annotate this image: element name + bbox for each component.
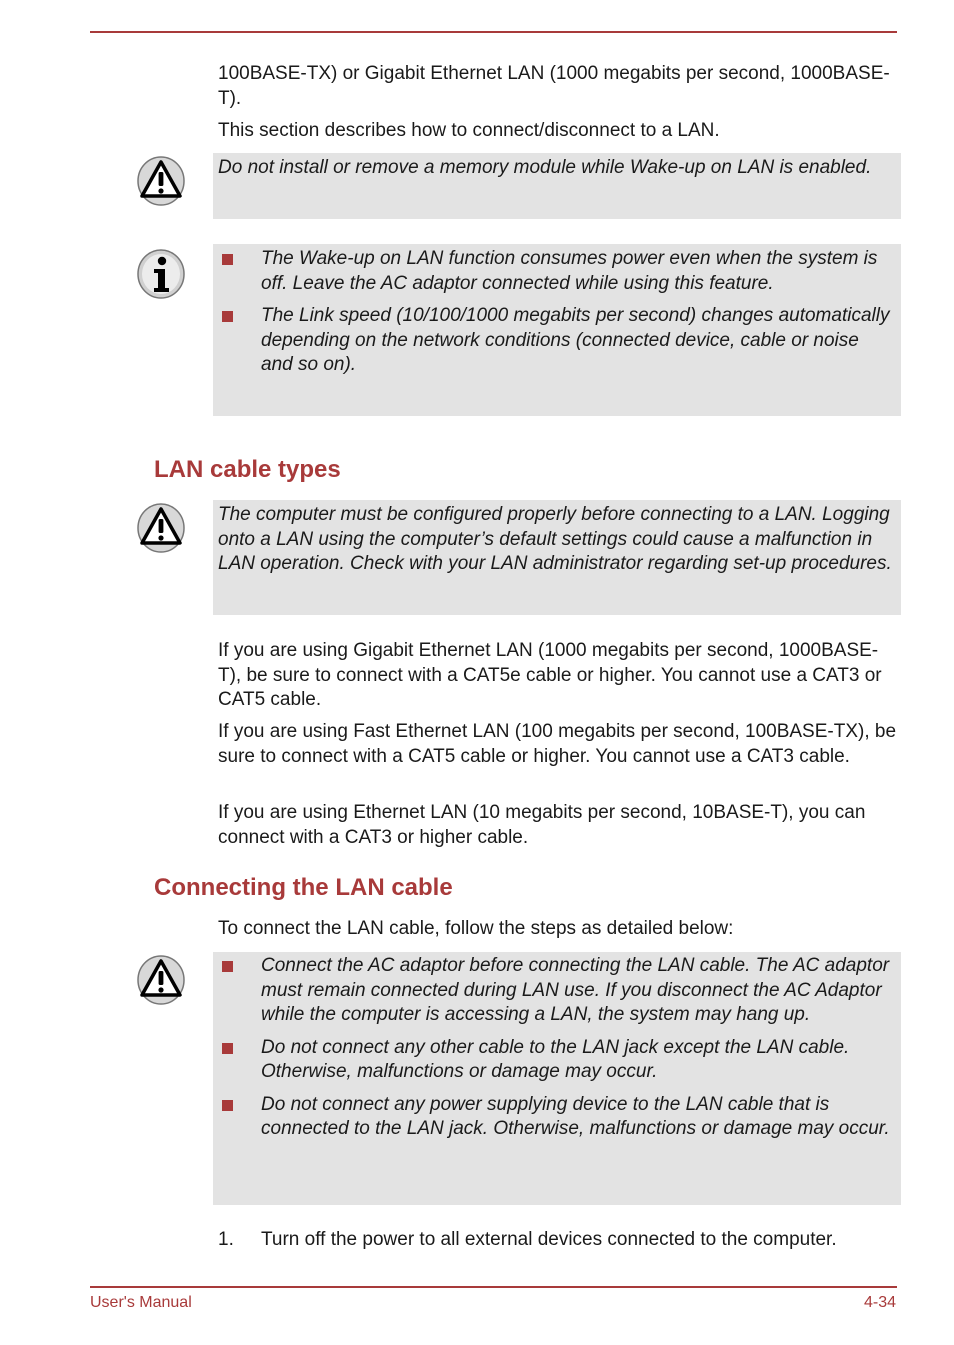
footer-manual-title: User's Manual: [90, 1294, 192, 1311]
step-number: 1.: [218, 1229, 234, 1250]
section-heading-connecting: Connecting the LAN cable: [154, 874, 453, 901]
caution-note-wake-on-lan: [213, 153, 901, 219]
bullet-square-icon: [222, 1043, 233, 1054]
paragraph-ethernet: If you are using Ethernet LAN (10 megabits per second, 10BASE-T), you can connect with a CAT3 or higher cable.: [218, 802, 866, 848]
caution-text: The computer must be configured properly before connecting to a LAN. Logging onto a LAN using the computer’s default settings could cause a malfunction in LAN operation. Check with your LAN administrator regarding set-up procedures.: [218, 504, 892, 574]
bullet-square-icon: [222, 1100, 233, 1111]
footer-rule: [90, 1286, 897, 1288]
paragraph-gigabit: If you are using Gigabit Ethernet LAN (1000 megabits per second, 1000BASE-T), be sure to connect with a CAT5e cable or higher. You cannot use a CAT3 or CAT5 cable.: [218, 640, 882, 710]
intro-paragraph-1: 100BASE-TX) or Gigabit Ethernet LAN (1000 megabits per second, 1000BASE-T).: [218, 63, 890, 109]
list-item: Do not connect any power supplying device to the LAN cable that is connected to the LAN jack. Otherwise, malfunctions or damage may occur.: [218, 1093, 895, 1142]
list-item: The Wake-up on LAN function consumes power even when the system is off. Leave the AC adaptor connected while using this feature.: [218, 247, 895, 296]
step-text: Turn off the power to all external devices connected to the computer.: [261, 1229, 837, 1250]
caution-note-configuration: [213, 500, 901, 615]
list-item: The Link speed (10/100/1000 megabits per second) changes automatically depending on the network conditions (connected device, cable or noise and so on).: [218, 304, 895, 378]
intro-paragraph-2: This section describes how to connect/disconnect to a LAN.: [218, 120, 720, 141]
list-item: Do not connect any other cable to the LAN jack except the LAN cable. Otherwise, malfunctions or damage may occur.: [218, 1036, 895, 1085]
header-rule: [90, 31, 897, 33]
caution-text: Do not install or remove a memory module while Wake-up on LAN is enabled.: [218, 157, 872, 178]
paragraph-fast-ethernet: If you are using Fast Ethernet LAN (100 megabits per second, 100BASE-TX), be sure to connect with a CAT5 cable or higher. You cannot use a CAT3 cable.: [218, 721, 897, 767]
section-heading-lan-cable-types: LAN cable types: [154, 456, 341, 483]
list-item: Connect the AC adaptor before connecting the LAN cable. The AC adaptor must remain connected during LAN use. If you disconnect the AC Adaptor while the computer is accessing a LAN, the system may hang up.: [218, 954, 895, 1028]
warning-triangle-icon: [136, 155, 186, 207]
warning-triangle-icon: [136, 954, 186, 1006]
caution-note-connecting: [213, 952, 901, 1205]
bullet-square-icon: [222, 311, 233, 322]
bullet-square-icon: [222, 254, 233, 265]
info-icon: [136, 248, 186, 300]
warning-triangle-icon: [136, 502, 186, 554]
footer-page-number: 4-34: [863, 1294, 896, 1311]
connecting-intro: To connect the LAN cable, follow the steps as detailed below:: [218, 918, 734, 939]
info-note-wake-on-lan: [213, 244, 901, 416]
bullet-square-icon: [222, 961, 233, 972]
